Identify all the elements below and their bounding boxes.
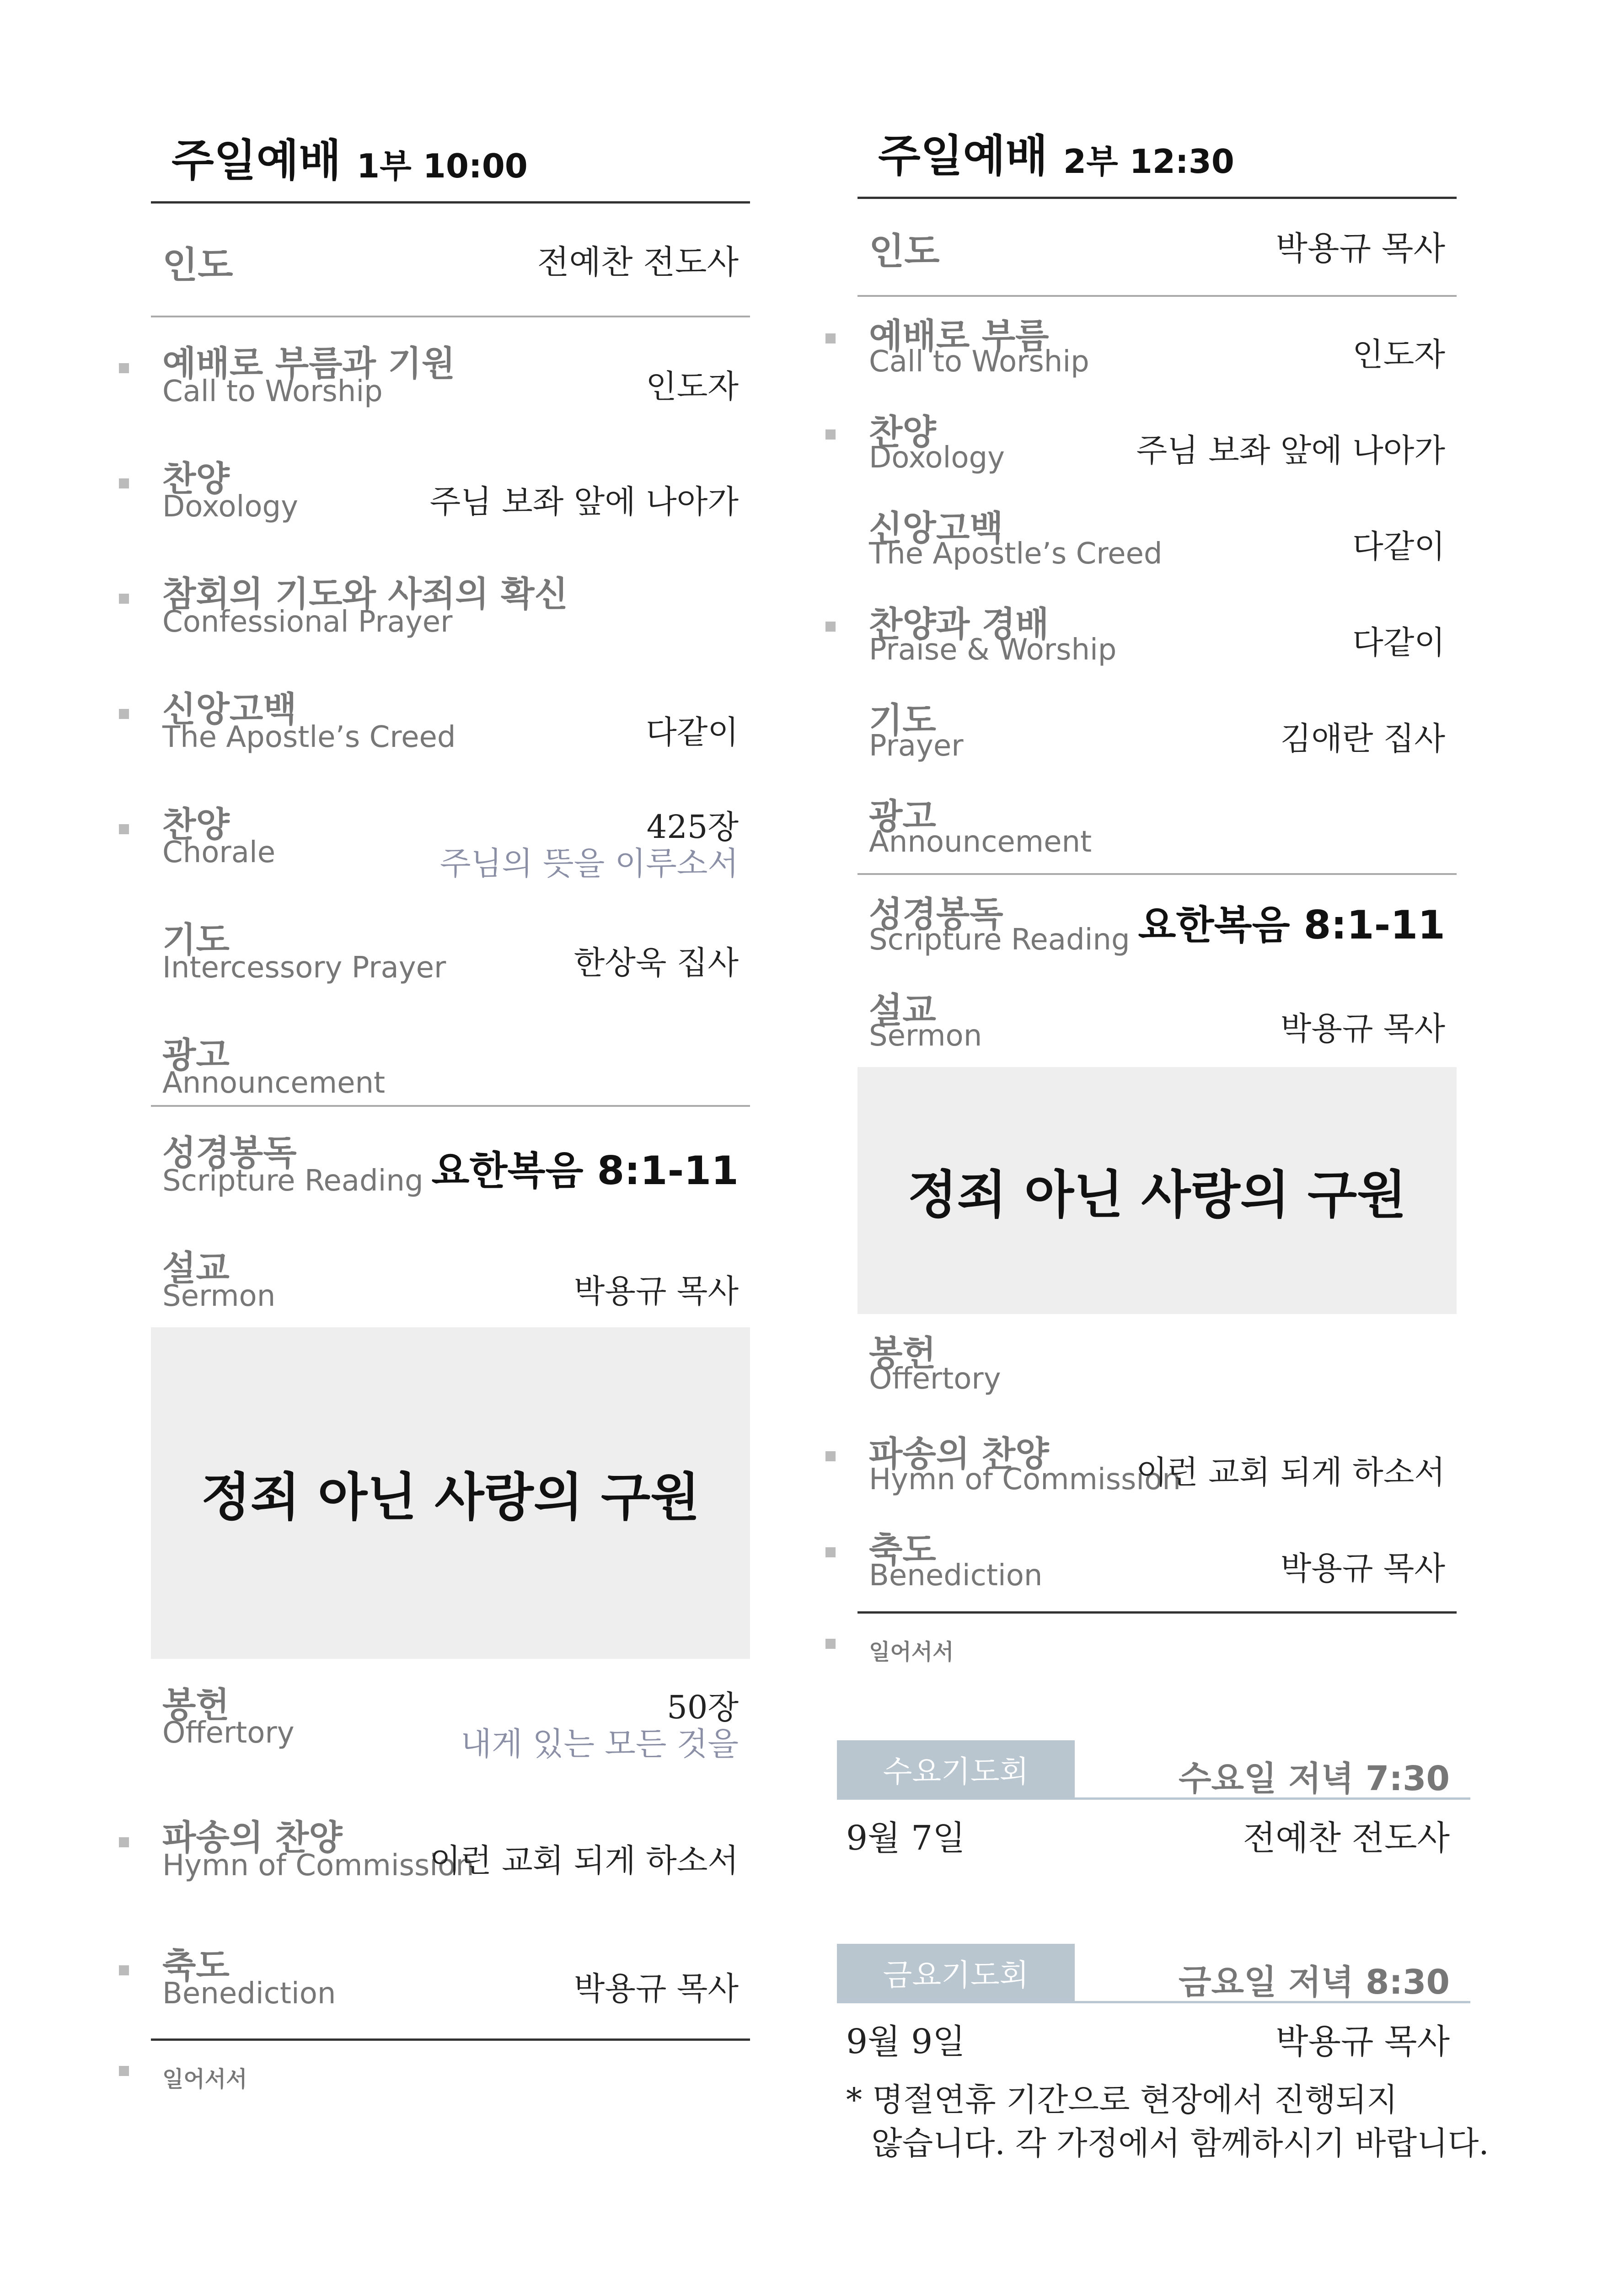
item-title: 참회의 기도와 사죄의 확신 xyxy=(162,574,568,614)
scripture-reference: 요한복음 8:1-11 xyxy=(1138,902,1445,948)
item-title: 기도 xyxy=(869,700,936,740)
item-title: 찬양 xyxy=(869,412,936,452)
service-header xyxy=(151,119,750,204)
item-title: 봉헌 xyxy=(162,1684,230,1725)
item-title: 봉헌 xyxy=(869,1333,936,1373)
hymn-number: 50장 xyxy=(667,1689,739,1726)
order-item xyxy=(858,875,1457,971)
item-value: 인도자 xyxy=(1352,336,1445,373)
item-subtitle: Hymn of Commission xyxy=(869,1463,1181,1497)
rise-text: 일어서서 xyxy=(869,1639,954,1665)
service-title: 주일예배 xyxy=(172,135,341,186)
order-item xyxy=(858,489,1457,585)
order-item xyxy=(151,1009,750,1107)
prayer-leader: 전예찬 전도사 xyxy=(1243,1818,1450,1858)
item-subtitle: The Apostle’s Creed xyxy=(162,720,456,754)
bullet-icon xyxy=(825,622,836,632)
item-value: 주님 보좌 앞에 나아가 xyxy=(1136,432,1445,469)
friday-prayer xyxy=(837,1944,1489,2162)
order-item xyxy=(858,1511,1457,1614)
bullet-icon xyxy=(119,2066,129,2076)
bullet-icon xyxy=(119,478,129,488)
hymn-title: 내게 있는 모든 것을 xyxy=(461,1725,739,1763)
hymn-title: 주님의 뜻을 이루소서 xyxy=(439,845,739,882)
item-subtitle: Intercessory Prayer xyxy=(162,951,446,985)
order-item xyxy=(858,1415,1457,1511)
leader-name: 전예찬 전도사 xyxy=(537,243,739,281)
order-item xyxy=(151,1222,750,1327)
item-title: 기도 xyxy=(162,919,230,960)
item-title: 파송의 찬양 xyxy=(869,1433,1049,1474)
service-session: 2부 12:30 xyxy=(1063,142,1234,181)
item-title: 성경봉독 xyxy=(162,1132,297,1173)
item-subtitle: Prayer xyxy=(869,729,964,763)
order-item xyxy=(151,1792,750,1920)
bullet-icon xyxy=(119,1837,129,1847)
prayer-header xyxy=(837,1740,1470,1800)
item-title: 찬양 xyxy=(162,804,230,845)
sermon-title-box xyxy=(858,1067,1457,1314)
prayer-detail xyxy=(837,2003,1470,2061)
leader-row xyxy=(858,199,1457,297)
prayer-time: 금요일 저녁 8:30 xyxy=(1178,1963,1450,2002)
bullet-icon xyxy=(119,709,129,719)
order-item xyxy=(151,1920,750,2041)
item-title: 성경봉독 xyxy=(869,894,1003,934)
item-subtitle: Sermon xyxy=(869,1019,982,1053)
prayer-date: 9월 7일 xyxy=(846,1818,965,1858)
item-subtitle: Offertory xyxy=(162,1716,295,1750)
bullet-icon xyxy=(119,363,129,373)
order-item xyxy=(858,777,1457,875)
item-subtitle: Hymn of Commission xyxy=(162,1849,474,1883)
order-item xyxy=(858,393,1457,489)
item-title: 파송의 찬양 xyxy=(162,1817,343,1858)
prayer-note-line1: * 명절연휴 기간으로 현장에서 진행되지 xyxy=(846,2081,1398,2119)
prayer-header xyxy=(837,1944,1470,2003)
item-subtitle: Doxology xyxy=(869,441,1005,475)
item-title: 축도 xyxy=(162,1945,230,1986)
bullet-icon xyxy=(825,1639,836,1649)
service-title: 주일예배 xyxy=(878,130,1048,182)
item-subtitle: Scripture Reading xyxy=(869,923,1130,957)
item-value: 다같이 xyxy=(1352,528,1445,565)
item-subtitle: Praise & Worship xyxy=(869,633,1117,667)
first-service xyxy=(151,119,750,2096)
hymn-number: 425장 xyxy=(646,808,739,846)
order-item xyxy=(151,894,750,1009)
item-subtitle: Offertory xyxy=(869,1362,1001,1396)
rise-note xyxy=(151,2041,750,2096)
leader-label: 인도 xyxy=(869,230,940,273)
item-title: 축도 xyxy=(869,1529,936,1570)
item-value: 한상욱 집사 xyxy=(573,944,739,982)
prayer-time: 수요일 저녁 7:30 xyxy=(1178,1759,1450,1798)
prayer-note-line2: 않습니다. 각 가정에서 함께하시기 바랍니다. xyxy=(871,2124,1489,2162)
item-subtitle: Announcement xyxy=(162,1066,386,1100)
order-item xyxy=(151,663,750,778)
item-title: 설교 xyxy=(869,990,936,1030)
item-title: 신앙고백 xyxy=(162,689,297,730)
sermon-title: 정죄 아닌 사랑의 구원 xyxy=(907,1165,1407,1225)
item-value: 박용규 목사 xyxy=(1280,1550,1445,1587)
prayer-leader: 박용규 목사 xyxy=(1276,2022,1450,2061)
bullet-icon xyxy=(825,429,836,440)
order-item xyxy=(858,971,1457,1067)
item-value: 주님 보좌 앞에 나아가 xyxy=(429,483,739,520)
prayer-date: 9월 9일 xyxy=(846,2022,965,2061)
prayer-tag: 금요기도회 xyxy=(837,1944,1075,2001)
prayer-tag: 수요기도회 xyxy=(837,1740,1075,1797)
item-subtitle: Scripture Reading xyxy=(162,1164,423,1198)
leader-row xyxy=(151,204,750,317)
sermon-title: 정죄 아닌 사랑의 구원 xyxy=(201,1468,700,1527)
item-subtitle: Doxology xyxy=(162,490,298,524)
leader-label: 인도 xyxy=(162,244,233,286)
bullet-icon xyxy=(825,1547,836,1557)
item-value: 박용규 목사 xyxy=(573,1272,739,1310)
order-item xyxy=(858,297,1457,393)
sermon-title-box xyxy=(151,1327,750,1659)
order-item xyxy=(151,317,750,433)
item-value: 박용규 목사 xyxy=(573,1970,739,2007)
item-value: 다같이 xyxy=(1352,624,1445,661)
bullet-icon xyxy=(119,1965,129,1975)
item-title: 찬양 xyxy=(162,458,230,499)
leader-name: 박용규 목사 xyxy=(1276,229,1445,268)
order-item xyxy=(151,1107,750,1222)
item-subtitle: Sermon xyxy=(162,1279,276,1313)
order-item xyxy=(151,778,750,894)
bullet-icon xyxy=(825,1451,836,1461)
second-service xyxy=(858,114,1457,1668)
order-item xyxy=(858,1314,1457,1415)
bullet-icon xyxy=(119,594,129,604)
order-item xyxy=(858,585,1457,681)
item-subtitle: Call to Worship xyxy=(162,375,383,408)
item-subtitle: The Apostle’s Creed xyxy=(869,537,1163,571)
item-subtitle: Benediction xyxy=(162,1977,336,2011)
service-header xyxy=(858,114,1457,199)
item-title: 설교 xyxy=(162,1248,230,1288)
order-item xyxy=(151,548,750,663)
scripture-reference: 요한복음 8:1-11 xyxy=(431,1148,739,1194)
item-title: 찬양과 경배 xyxy=(869,604,1049,644)
bullet-icon xyxy=(119,824,129,834)
wednesday-prayer xyxy=(837,1740,1470,1858)
item-value: 다같이 xyxy=(646,713,739,751)
rise-text: 일어서서 xyxy=(162,2066,247,2092)
item-subtitle: Confessional Prayer xyxy=(162,605,453,639)
order-item xyxy=(858,681,1457,777)
item-subtitle: Chorale xyxy=(162,836,276,869)
item-value: 이런 교회 되게 하소서 xyxy=(429,1842,739,1879)
item-title: 광고 xyxy=(162,1035,230,1075)
prayer-detail xyxy=(837,1800,1470,1858)
order-item xyxy=(151,433,750,548)
item-subtitle: Call to Worship xyxy=(869,345,1089,379)
item-subtitle: Benediction xyxy=(869,1559,1043,1593)
item-value: 인도자 xyxy=(646,368,739,405)
item-title: 광고 xyxy=(869,796,936,837)
item-value: 김애란 집사 xyxy=(1280,720,1445,757)
item-title: 신앙고백 xyxy=(869,508,1003,548)
service-session: 1부 10:00 xyxy=(357,147,528,185)
item-value: 이런 교회 되게 하소서 xyxy=(1136,1454,1445,1491)
rise-note xyxy=(858,1614,1457,1668)
order-item xyxy=(151,1659,750,1792)
bullet-icon xyxy=(825,333,836,343)
item-subtitle: Announcement xyxy=(869,825,1092,859)
item-title: 예배로 부름과 기원 xyxy=(162,343,456,384)
item-title: 예배로 부름 xyxy=(869,316,1049,356)
item-value: 박용규 목사 xyxy=(1280,1010,1445,1047)
